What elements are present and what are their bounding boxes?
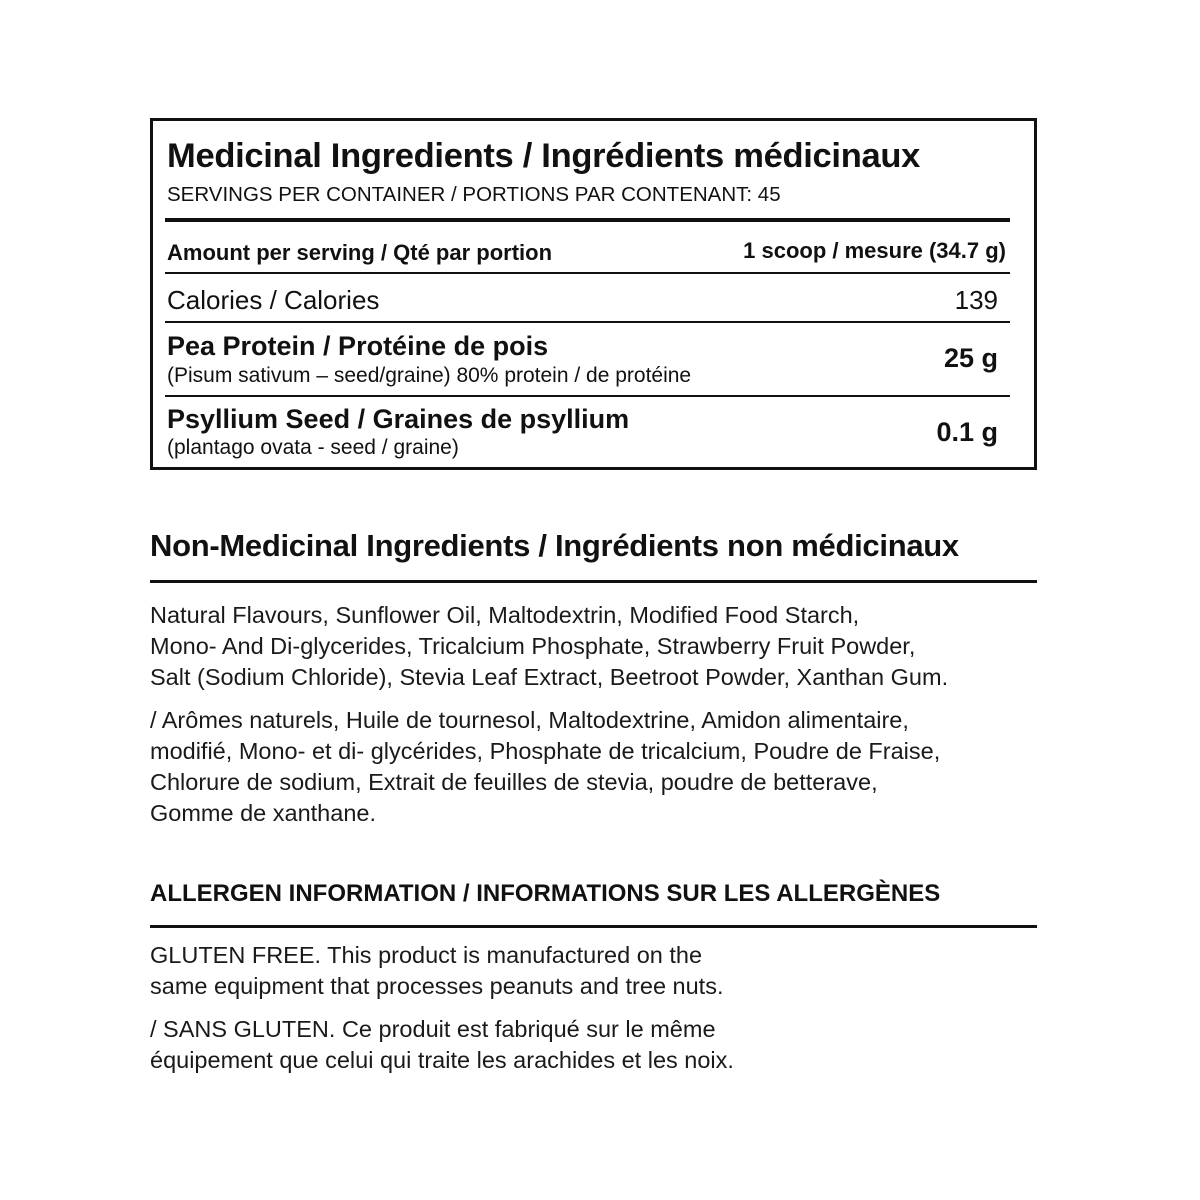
servings-per-container: SERVINGS PER CONTAINER / PORTIONS PAR CONTENANT: 45 <box>167 183 781 206</box>
row-divider <box>165 272 1010 274</box>
non-medicinal-title: Non-Medicinal Ingredients / Ingrédients non médicinaux <box>150 528 959 563</box>
calories-value: 139 <box>954 285 998 315</box>
pea-protein-description: (Pisum sativum – seed/graine) 80% protein / de protéine <box>167 364 692 387</box>
amount-per-serving-value: 1 scoop / mesure (34.7 g) <box>743 238 1006 263</box>
allergen-divider <box>150 925 1037 928</box>
amount-per-serving-label: Amount per serving / Qté par portion <box>167 240 553 265</box>
psyllium-seed-value: 0.1 g <box>936 417 998 447</box>
psyllium-seed-description: (plantago ovata - seed / graine) <box>167 436 459 459</box>
allergen-french-text: / SANS GLUTEN. Ce produit est fabriqué sur le même équipement que celui qui traite les arachides et les noix. <box>150 1016 734 1073</box>
psyllium-seed-name: Psyllium Seed / Graines de psyllium <box>167 404 630 434</box>
calories-label: Calories / Calories <box>167 285 380 315</box>
allergen-title: ALLERGEN INFORMATION / INFORMATIONS SUR LES ALLERGÈNES <box>150 880 941 907</box>
non-medicinal-french-text: / Arômes naturels, Huile de tournesol, Maltodextrine, Amidon alimentaire, modifié, Mono- et di- glycérides, Phosphate de tricalcium, Poudre de Fraise, Chlorure de sodium, Extrait de feuilles de stevia, poudre de betterave, Gomme de xanthane. <box>150 707 941 826</box>
pea-protein-name: Pea Protein / Protéine de pois <box>167 331 549 361</box>
non-medicinal-english-text: Natural Flavours, Sunflower Oil, Maltodextrin, Modified Food Starch, Mono- And Di-glycerides, Tricalcium Phosphate, Strawberry Fruit Powder, Salt (Sodium Chloride), Stevia Leaf Extract, Beetroot Powder, Xanthan Gum. <box>150 602 949 690</box>
row-divider <box>165 395 1010 397</box>
non-medicinal-divider <box>150 580 1037 583</box>
medicinal-title: Medicinal Ingredients / Ingrédients médicinaux <box>167 137 921 175</box>
header-divider <box>165 218 1010 222</box>
pea-protein-value: 25 g <box>943 343 998 373</box>
row-divider <box>165 321 1010 323</box>
medicinal-ingredients-panel <box>150 118 1037 470</box>
allergen-english-text: GLUTEN FREE. This product is manufactured on the same equipment that processes peanuts and tree nuts. <box>150 942 724 999</box>
